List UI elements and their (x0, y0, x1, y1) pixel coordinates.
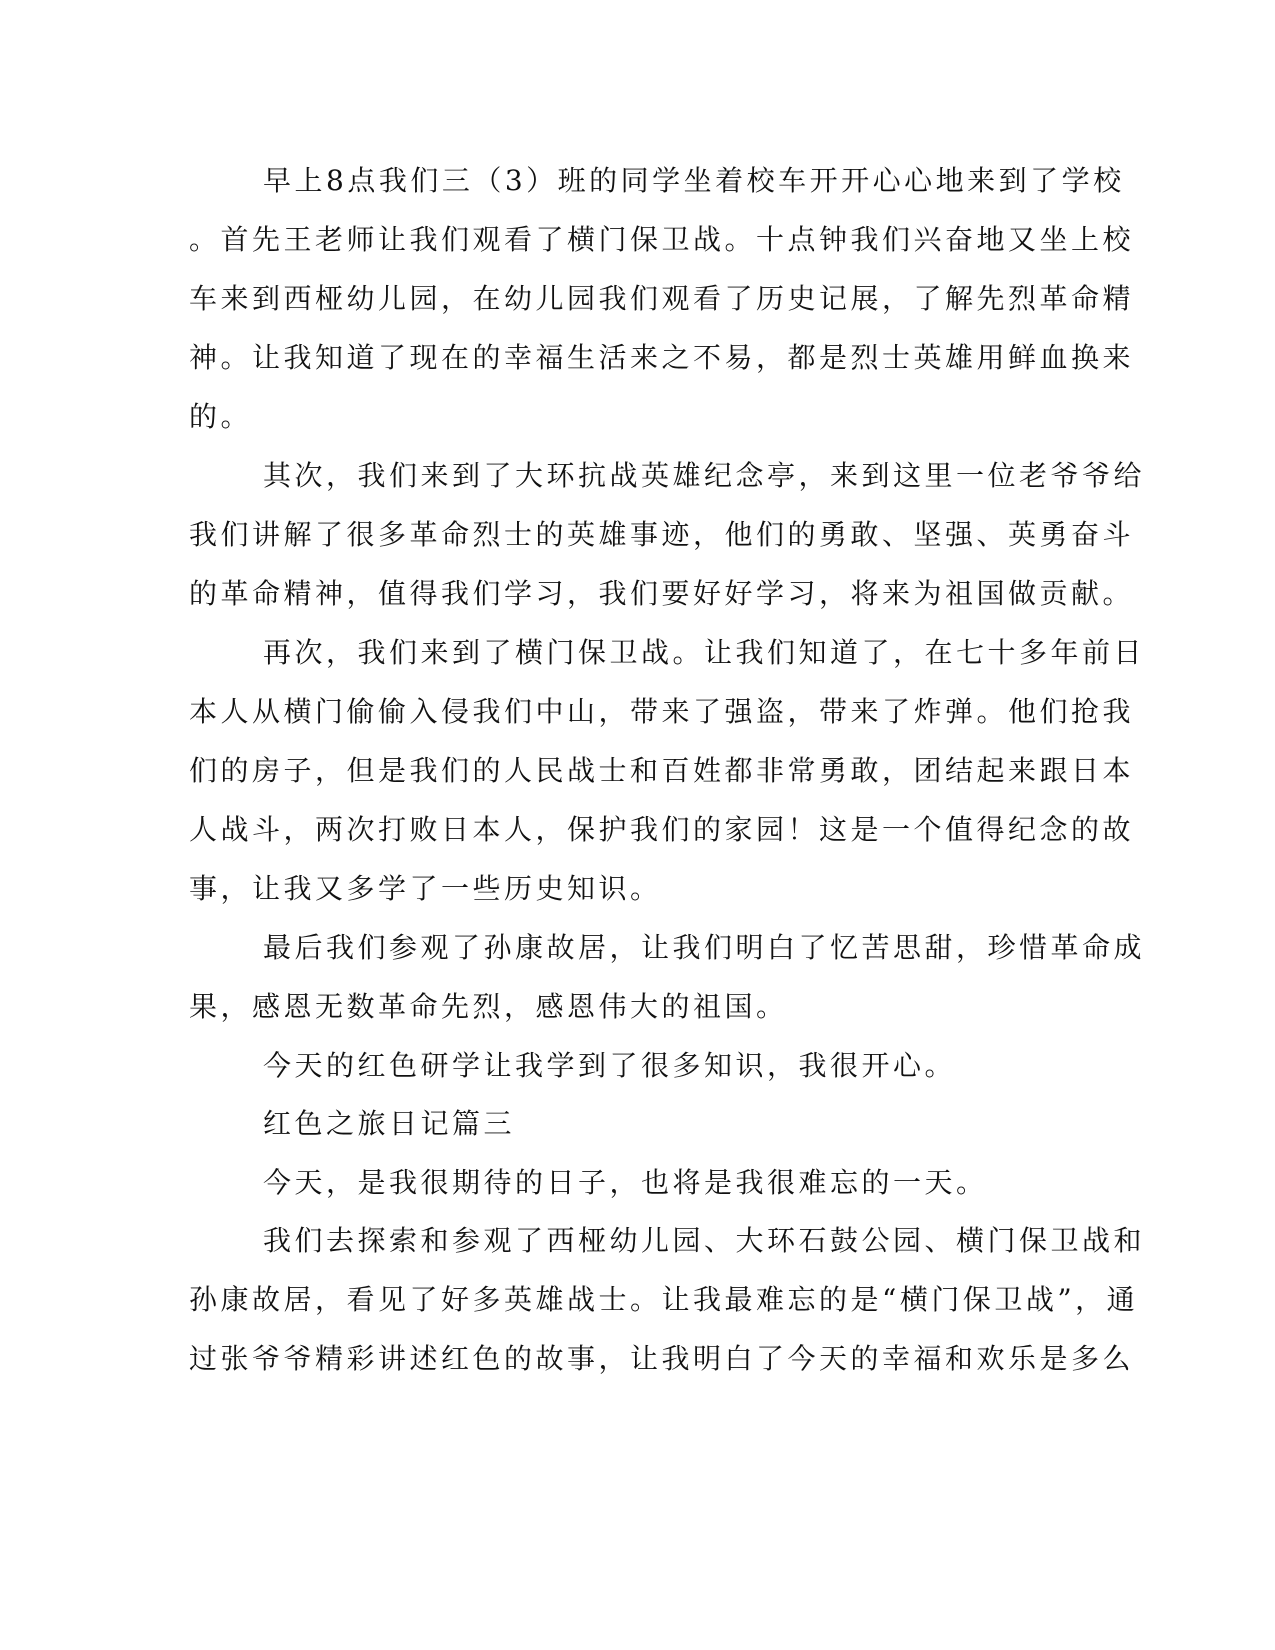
paragraph-2-line-3: 的革命精神，值得我们学习，我们要好好学习，将来为祖国做贡献。 (189, 577, 1135, 610)
paragraph-4-line-1: 最后我们参观了孙康故居，让我们明白了忆苦思甜，珍惜革命成 (263, 931, 1146, 964)
paragraph-3-line-1: 再次，我们来到了横门保卫战。让我们知道了，在七十多年前日 (263, 636, 1146, 669)
paragraph-7-line-3: 过张爷爷精彩讲述红色的故事，让我明白了今天的幸福和欢乐是多么 (189, 1342, 1135, 1375)
paragraph-3-line-4: 人战斗，两次打败日本人，保护我们的家园！这是一个值得纪念的故 (189, 813, 1135, 846)
paragraph-1-line-3: 车来到西桠幼儿园，在幼儿园我们观看了历史记展，了解先烈革命精 (189, 282, 1135, 315)
paragraph-4-line-2: 果，感恩无数革命先烈，感恩伟大的祖国。 (189, 990, 788, 1023)
paragraph-1-line-1: 早上8点我们三（3）班的同学坐着校车开开心心地来到了学校 (263, 164, 1125, 197)
paragraph-2-line-1: 其次，我们来到了大环抗战英雄纪念亭，来到这里一位老爷爷给 (263, 459, 1146, 492)
paragraph-1-line-4: 神。让我知道了现在的幸福生活来之不易，都是烈士英雄用鲜血换来 (189, 341, 1135, 374)
paragraph-3-line-5: 事，让我又多学了一些历史知识。 (189, 872, 662, 905)
paragraph-1-line-2: 。首先王老师让我们观看了横门保卫战。十点钟我们兴奋地又坐上校 (189, 223, 1135, 256)
paragraph-7-line-1: 我们去探索和参观了西桠幼儿园、大环石鼓公园、横门保卫战和 (263, 1224, 1146, 1257)
paragraph-3-line-3: 们的房子，但是我们的人民战士和百姓都非常勇敢，团结起来跟日本 (189, 754, 1135, 787)
paragraph-5-line-1: 今天的红色研学让我学到了很多知识，我很开心。 (263, 1049, 957, 1082)
paragraph-3-line-2: 本人从横门偷偷入侵我们中山，带来了强盗，带来了炸弹。他们抢我 (189, 695, 1135, 728)
paragraph-1-line-5: 的。 (189, 400, 253, 433)
paragraph-7-line-2: 孙康故居，看见了好多英雄战士。让我最难忘的是“横门保卫战”，通 (189, 1283, 1139, 1316)
paragraph-6-line-1: 今天，是我很期待的日子，也将是我很难忘的一天。 (263, 1166, 988, 1199)
paragraph-2-line-2: 我们讲解了很多革命烈士的英雄事迹，他们的勇敢、坚强、英勇奋斗 (189, 518, 1135, 551)
section-heading: 红色之旅日记篇三 (263, 1107, 516, 1140)
